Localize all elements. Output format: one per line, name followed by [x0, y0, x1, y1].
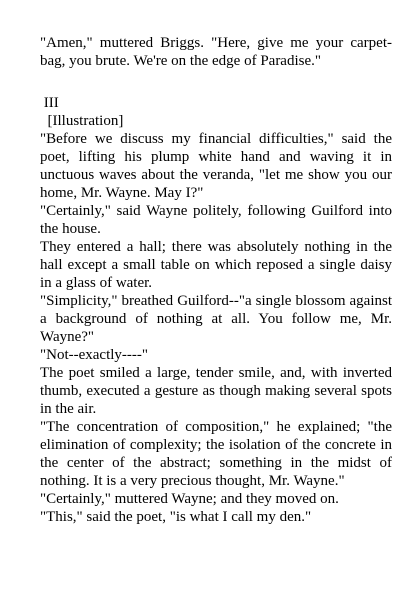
paragraph-briggs: "Amen," muttered Briggs. "Here, give me your carpet-bag, you brute. We're on the edge of Paradise." — [40, 35, 392, 69]
paragraph-den: "This," said the poet, "is what I call my den." — [40, 509, 312, 525]
paragraph-poet-smiled: The poet smiled a large, tender smile, and, with inverted thumb, executed a gesture as though making several spots in the air. — [40, 365, 392, 417]
illustration-marker: [Illustration] — [40, 113, 124, 129]
paragraph-gap — [40, 70, 392, 94]
paragraph-certainly-politely: "Certainly," said Wayne politely, following Guilford into the house. — [40, 203, 392, 237]
chapter-heading: III — [40, 95, 59, 111]
paragraph-financial: "Before we discuss my financial difficulties," said the poet, lifting his plump white hand and waving it in unctuous waves about the veranda, "let me show you our home, Mr. Wayne. May I?" — [40, 131, 392, 201]
paragraph-simplicity: "Simplicity," breathed Guilford--"a single blossom against a background of nothing at all. You follow me, Mr. Wayne?" — [40, 293, 392, 345]
paragraph-concentration: "The concentration of composition," he explained; "the elimination of complexity; the isolation of the concrete in the center of the abstract; something in the midst of nothing. It is a very precious thought, Mr. Wayne." — [40, 419, 392, 489]
paragraph-hall: They entered a hall; there was absolutely nothing in the hall except a small table on which reposed a single daisy in a glass of water. — [40, 239, 392, 291]
document-page — [40, 34, 392, 526]
paragraph-moved-on: "Certainly," muttered Wayne; and they moved on. — [40, 491, 339, 507]
paragraph-not-exactly: "Not--exactly----" — [40, 347, 149, 363]
